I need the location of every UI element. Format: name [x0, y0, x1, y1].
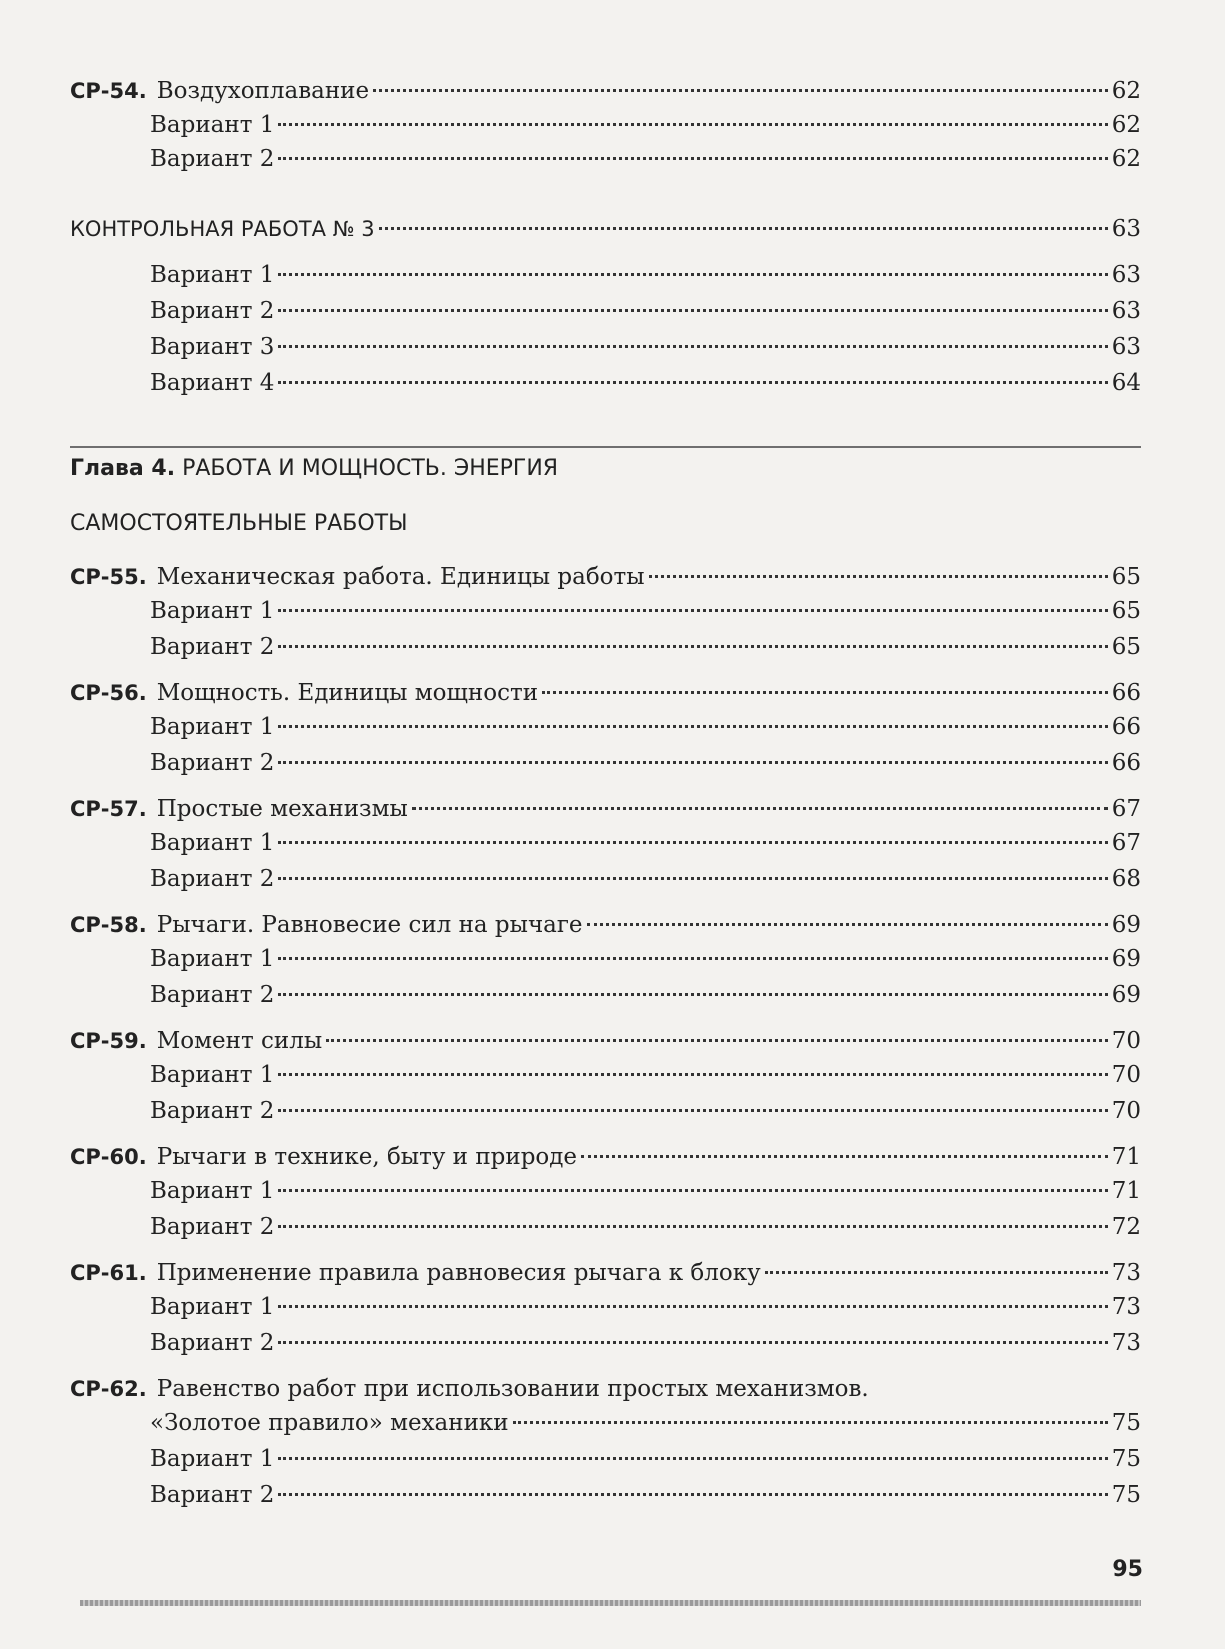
entry-code: СР-61. — [70, 1261, 147, 1285]
dot-leader — [587, 923, 1108, 926]
entry-code: СР-57. — [70, 797, 147, 821]
toc-subentry[interactable] — [150, 142, 1141, 176]
dot-leader — [278, 725, 1107, 728]
variant-title: Вариант 1 — [150, 714, 275, 740]
variant-page: 73 — [1111, 1294, 1141, 1320]
page-number: 95 — [1112, 1557, 1143, 1582]
toc-subentry[interactable] — [150, 1174, 1141, 1208]
toc-subentry[interactable] — [150, 294, 1141, 328]
dot-leader — [278, 1225, 1107, 1228]
entry-title: Рычаги в технике, быту и природе — [156, 1144, 578, 1170]
dot-leader — [278, 157, 1107, 160]
variant-title: Вариант 1 — [150, 112, 275, 138]
variant-title: Вариант 2 — [150, 634, 275, 660]
dot-leader — [379, 227, 1108, 230]
chapter-title: РАБОТА И МОЩНОСТЬ. ЭНЕРГИЯ — [182, 456, 559, 481]
variant-page: 71 — [1111, 1178, 1141, 1204]
chapter-heading — [70, 452, 558, 486]
entry-title: Момент силы — [156, 1028, 323, 1054]
variant-page: 70 — [1111, 1098, 1141, 1124]
entry-code: СР-56. — [70, 681, 147, 705]
section-title: САМОСТОЯТЕЛЬНЫЕ РАБОТЫ — [70, 511, 408, 536]
variant-title: Вариант 2 — [150, 982, 275, 1008]
variant-title: Вариант 2 — [150, 1482, 275, 1508]
entry-page: 62 — [1111, 78, 1141, 104]
entry-code: СР-58. — [70, 913, 147, 937]
toc-subentry[interactable] — [150, 942, 1141, 976]
toc-entry[interactable] — [70, 1140, 1141, 1174]
entry-title: Воздухоплавание — [156, 78, 370, 104]
toc-subentry[interactable] — [150, 710, 1141, 744]
variant-title: Вариант 1 — [150, 1178, 275, 1204]
variant-title: Вариант 2 — [150, 1330, 275, 1356]
dot-leader — [581, 1155, 1108, 1158]
entry-title: Применение правила равновесия рычага к блоку — [156, 1260, 761, 1286]
toc-entry[interactable] — [70, 908, 1141, 942]
variant-page: 66 — [1111, 714, 1141, 740]
dot-leader — [513, 1421, 1108, 1424]
toc-entry-continued[interactable] — [150, 1406, 1141, 1440]
entry-title: Рычаги. Равновесие сил на рычаге — [156, 912, 583, 938]
dot-leader — [278, 993, 1107, 996]
variant-title: Вариант 1 — [150, 598, 275, 624]
toc-entry[interactable] — [70, 560, 1141, 594]
variant-page: 65 — [1111, 598, 1141, 624]
entry-code: СР-55. — [70, 565, 147, 589]
variant-page: 67 — [1111, 830, 1141, 856]
entry-page: 66 — [1111, 680, 1141, 706]
variant-title: Вариант 2 — [150, 750, 275, 776]
entry-title: Равенство работ при использовании простых механизмов. — [156, 1376, 869, 1402]
toc-subentry[interactable] — [150, 1094, 1141, 1128]
variant-page: 62 — [1111, 112, 1141, 138]
variant-title: Вариант 1 — [150, 1446, 275, 1472]
dot-leader — [326, 1039, 1108, 1042]
toc-subentry[interactable] — [150, 862, 1141, 896]
variant-page: 63 — [1111, 334, 1141, 360]
variant-page: 69 — [1111, 946, 1141, 972]
entry-title: Механическая работа. Единицы работы — [156, 564, 645, 590]
variant-page: 65 — [1111, 634, 1141, 660]
dot-leader — [278, 841, 1107, 844]
toc-subentry[interactable] — [150, 1210, 1141, 1244]
entry-page: 65 — [1111, 564, 1141, 590]
variant-title: Вариант 2 — [150, 1214, 275, 1240]
variant-title: Вариант 3 — [150, 334, 275, 360]
variant-page: 63 — [1111, 262, 1141, 288]
chapter-label: Глава 4. — [70, 456, 176, 481]
variant-title: Вариант 1 — [150, 946, 275, 972]
variant-page: 70 — [1111, 1062, 1141, 1088]
toc-entry-test3[interactable] — [70, 212, 1141, 246]
variant-page: 75 — [1111, 1482, 1141, 1508]
toc-subentry[interactable] — [150, 826, 1141, 860]
toc-subentry[interactable] — [150, 1478, 1141, 1512]
test-title: КОНТРОЛЬНАЯ РАБОТА № 3 — [70, 217, 375, 241]
variant-title: Вариант 2 — [150, 866, 275, 892]
variant-page: 69 — [1111, 982, 1141, 1008]
dot-leader — [278, 1341, 1107, 1344]
toc-subentry[interactable] — [150, 330, 1141, 364]
toc-entry[interactable] — [70, 792, 1141, 826]
toc-subentry[interactable] — [150, 1290, 1141, 1324]
variant-title: Вариант 1 — [150, 262, 275, 288]
variant-page: 63 — [1111, 298, 1141, 324]
entry-page: 75 — [1111, 1410, 1141, 1436]
toc-subentry[interactable] — [150, 746, 1141, 780]
variant-title: Вариант 1 — [150, 1294, 275, 1320]
variant-title: Вариант 2 — [150, 1098, 275, 1124]
entry-title: Мощность. Единицы мощности — [156, 680, 539, 706]
toc-subentry[interactable] — [150, 594, 1141, 628]
variant-page: 62 — [1111, 146, 1141, 172]
entry-title: Простые механизмы — [156, 796, 408, 822]
toc-entry[interactable] — [70, 74, 1141, 108]
dot-leader — [765, 1271, 1108, 1274]
dot-leader — [278, 877, 1107, 880]
variant-title: Вариант 2 — [150, 146, 275, 172]
dot-leader — [373, 89, 1108, 92]
variant-title: Вариант 1 — [150, 830, 275, 856]
footer-bar — [80, 1600, 1141, 1606]
entry-code: СР-60. — [70, 1145, 147, 1169]
entry-title-continued: «Золотое правило» механики — [150, 1410, 509, 1436]
toc-subentry[interactable] — [150, 1058, 1141, 1092]
dot-leader — [649, 575, 1108, 578]
toc-subentry[interactable] — [150, 1326, 1141, 1360]
dot-leader — [278, 1457, 1107, 1460]
dot-leader — [278, 273, 1107, 276]
variant-title: Вариант 4 — [150, 370, 275, 396]
toc-subentry[interactable] — [150, 108, 1141, 142]
variant-page: 66 — [1111, 750, 1141, 776]
entry-page: 70 — [1111, 1028, 1141, 1054]
test-page: 63 — [1111, 216, 1141, 242]
dot-leader — [412, 807, 1108, 810]
dot-leader — [278, 1189, 1107, 1192]
entry-code: СР-54. — [70, 79, 147, 103]
variant-page: 75 — [1111, 1446, 1141, 1472]
toc-subentry[interactable] — [150, 1442, 1141, 1476]
toc-subentry[interactable] — [150, 630, 1141, 664]
entry-page: 69 — [1111, 912, 1141, 938]
variant-page: 73 — [1111, 1330, 1141, 1356]
dot-leader — [278, 309, 1107, 312]
variant-title: Вариант 1 — [150, 1062, 275, 1088]
toc-subentry[interactable] — [150, 978, 1141, 1012]
dot-leader — [278, 1073, 1107, 1076]
dot-leader — [278, 345, 1107, 348]
dot-leader — [278, 1305, 1107, 1308]
dot-leader — [278, 381, 1107, 384]
toc-entry[interactable] — [70, 1372, 1141, 1406]
dot-leader — [278, 609, 1107, 612]
dot-leader — [542, 691, 1108, 694]
dot-leader — [278, 957, 1107, 960]
variant-title: Вариант 2 — [150, 298, 275, 324]
dot-leader — [278, 761, 1107, 764]
dot-leader — [278, 123, 1107, 126]
entry-code: СР-62. — [70, 1377, 147, 1401]
variant-page: 72 — [1111, 1214, 1141, 1240]
dot-leader — [278, 645, 1107, 648]
entry-page: 67 — [1111, 796, 1141, 822]
toc-entry[interactable] — [70, 1256, 1141, 1290]
variant-page: 68 — [1111, 866, 1141, 892]
entry-page: 71 — [1111, 1144, 1141, 1170]
entry-page: 73 — [1111, 1260, 1141, 1286]
toc-subentry[interactable] — [150, 258, 1141, 292]
toc-subentry[interactable] — [150, 366, 1141, 400]
dot-leader — [278, 1109, 1107, 1112]
dot-leader — [278, 1493, 1107, 1496]
chapter-divider — [70, 446, 1141, 448]
toc-entry[interactable] — [70, 1024, 1141, 1058]
toc-entry[interactable] — [70, 676, 1141, 710]
entry-code: СР-59. — [70, 1029, 147, 1053]
variant-page: 64 — [1111, 370, 1141, 396]
